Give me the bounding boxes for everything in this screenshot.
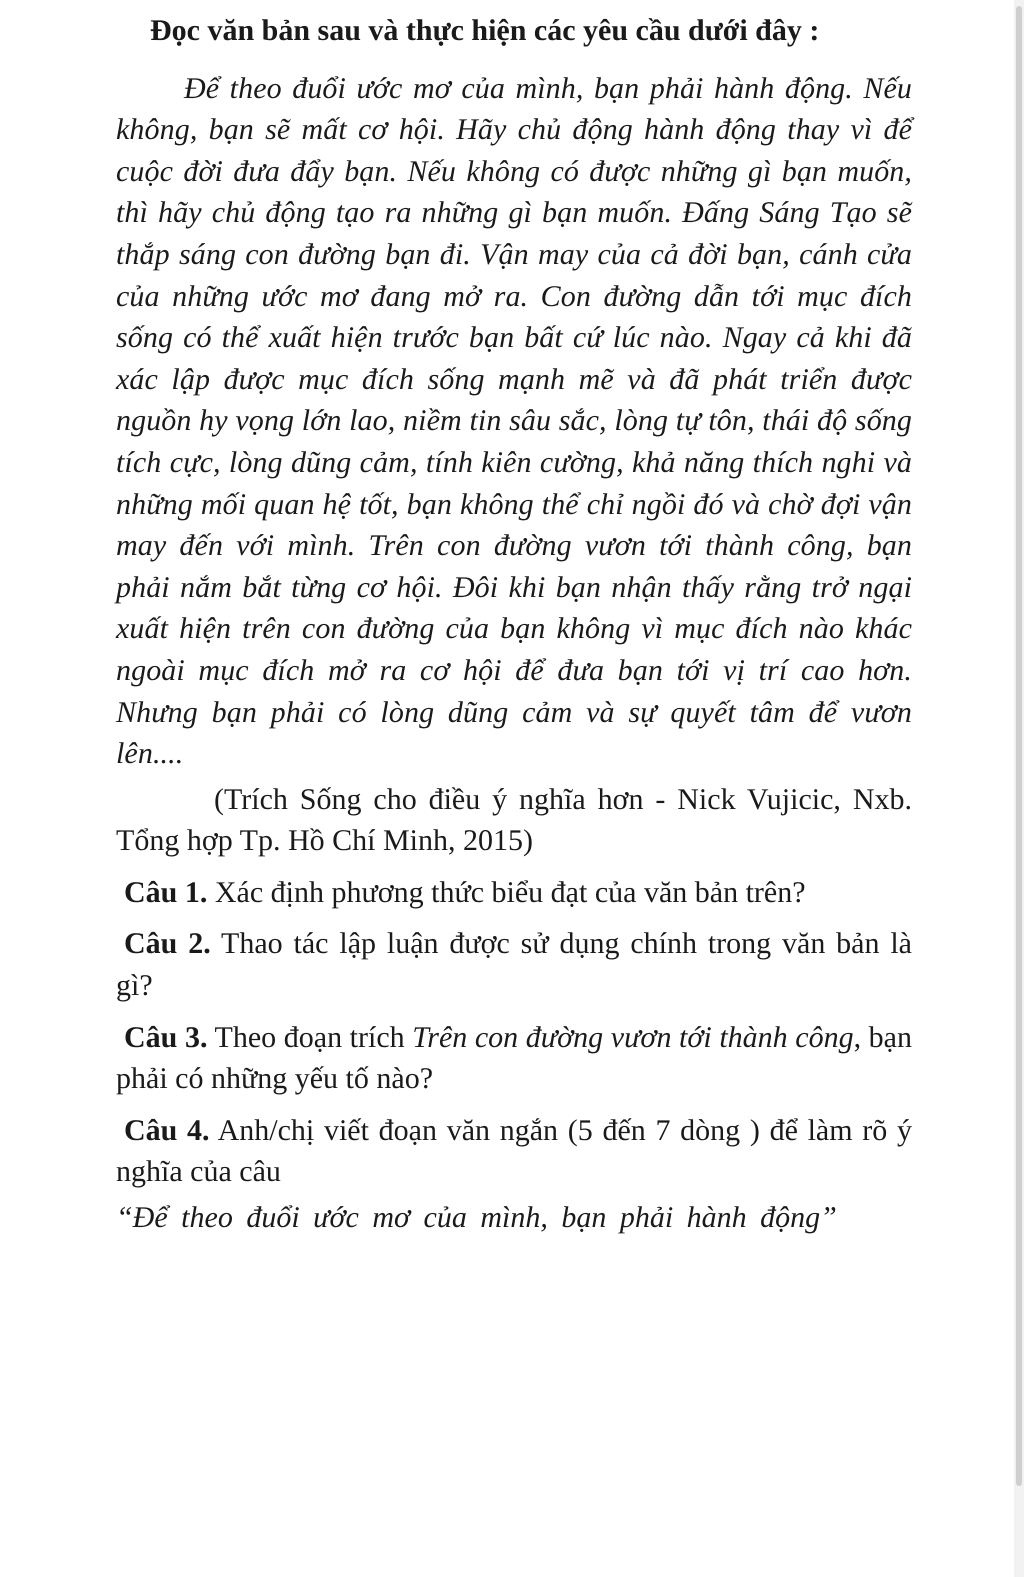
question-4	[116, 1110, 912, 1193]
question-1-text: Xác định phương thức biểu đạt của văn bản trên?	[207, 875, 806, 909]
question-2	[116, 923, 912, 1006]
reading-passage: Để theo đuổi ước mơ của mình, bạn phải hành động. Nếu không, bạn sẽ mất cơ hội. Hãy chủ động hành động thay vì để cuộc đời đưa đẩy bạn. Nếu không có được những gì bạn muốn, thì hãy chủ động tạo ra những gì bạn muốn. Đấng Sáng Tạo sẽ thắp sáng con đường bạn đi. Vận may của cả đời bạn, cánh cửa của những ước mơ đang mở ra. Con đường dẫn tới mục đích sống có thể xuất hiện trước bạn bất cứ lúc nào. Ngay cả khi đã xác lập được mục đích sống mạnh mẽ và đã phát triển được nguồn hy vọng lớn lao, niềm tin sâu sắc, lòng tự tôn, thái độ sống tích cực, lòng dũng cảm, tính kiên cường, khả năng thích nghi và những mối quan hệ tốt, bạn không thể chỉ ngồi đó và chờ đợi vận may đến với mình. Trên con đường vươn tới thành công, bạn phải nắm bắt từng cơ hội. Đôi khi bạn nhận thấy rằng trở ngại xuất hiện trên con đường của bạn không vì mục đích nào khác ngoài mục đích mở ra cơ hội để đưa bạn tới vị trí cao hơn. Nhưng bạn phải có lòng dũng cảm và sự quyết tâm để vươn lên....	[116, 71, 912, 771]
question-3-text-after: , bạn phải có những yếu tố nào?	[116, 1020, 912, 1096]
question-2-text: Thao tác lập luận được sử dụng chính trong văn bản là gì?	[116, 927, 912, 1003]
document-page	[116, 10, 912, 1239]
question-3	[116, 1017, 912, 1100]
question-3-italic-phrase: Trên con đường vươn tới thành công	[412, 1020, 854, 1054]
question-1-label: Câu 1.	[124, 875, 208, 909]
scrollbar[interactable]	[1014, 0, 1024, 1577]
question-3-text-before: Theo đoạn trích	[207, 1020, 413, 1054]
instruction-heading: Đọc văn bản sau và thực hiện các yêu cầu dưới đây :	[150, 14, 820, 47]
question-2-label: Câu 2.	[124, 927, 211, 961]
question-3-label: Câu 3.	[124, 1020, 208, 1054]
quoted-sentence: “Để theo đuổi ước mơ của mình, bạn phải hành động”	[116, 1201, 837, 1235]
source-citation: (Trích Sống cho điều ý nghĩa hơn - Nick Vujicic, Nxb. Tổng hợp Tp. Hồ Chí Minh, 2015)	[116, 782, 912, 858]
question-4-label: Câu 4.	[124, 1113, 210, 1147]
question-1	[116, 872, 912, 914]
scrollbar-thumb[interactable]	[1016, 6, 1022, 1486]
question-4-text: Anh/chị viết đoạn văn ngắn (5 đến 7 dòng ) để làm rõ ý nghĩa của câu	[116, 1113, 912, 1189]
